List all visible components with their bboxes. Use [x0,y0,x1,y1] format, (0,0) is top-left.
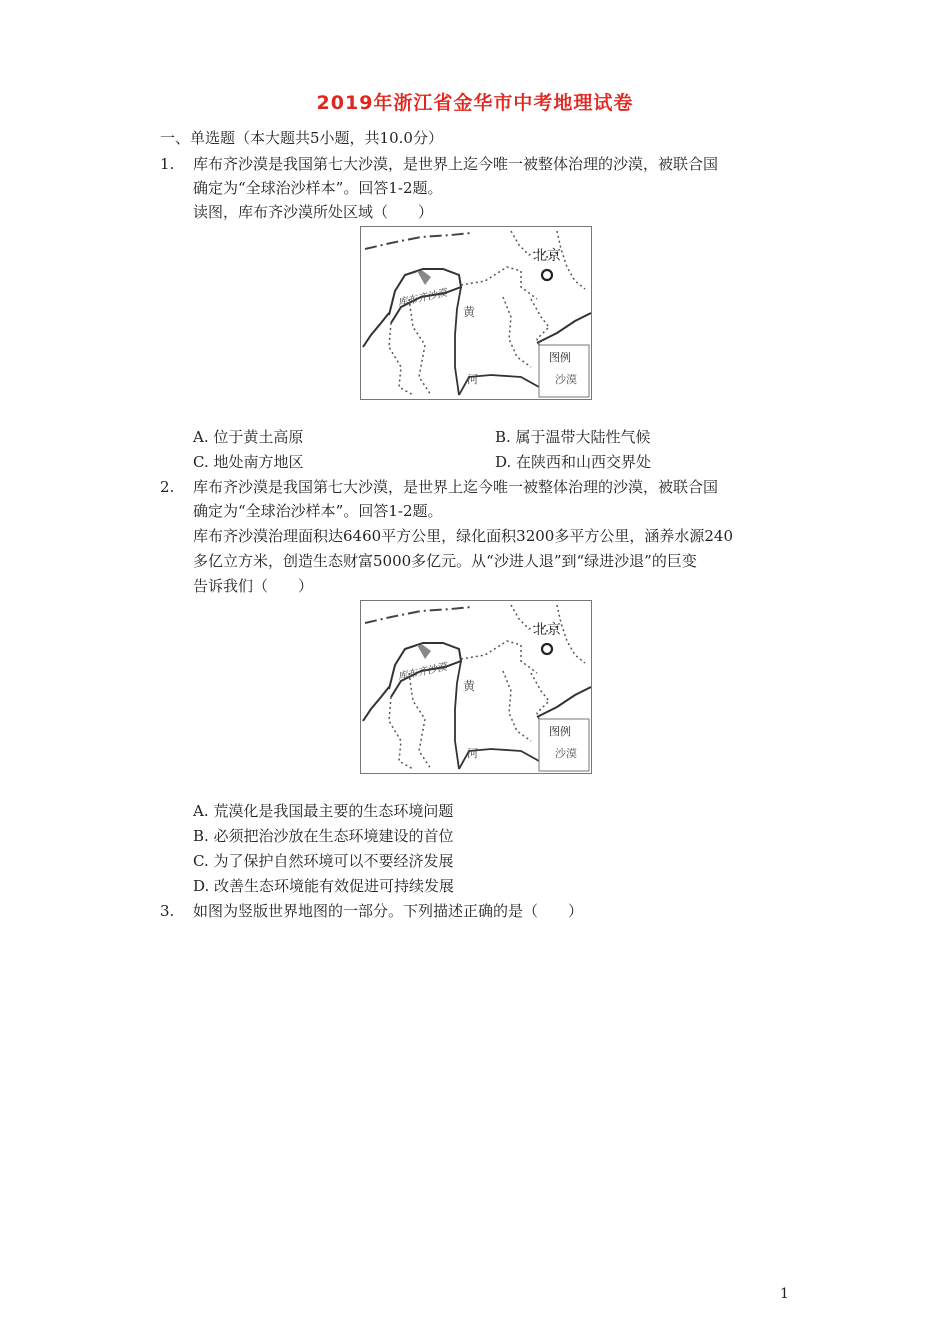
page-title: 2019年浙江省金华市中考地理试卷 [316,92,634,114]
question-2-option-d: D. 改善生态环境能有效促进可持续发展 [193,877,455,895]
question-2-option-b: B. 必须把治沙放在生态环境建设的首位 [193,827,454,845]
question-2-line-1: 库布齐沙漠是我国第七大沙漠，是世界上迄今唯一被整体治理的沙漠，被联合国 [193,478,719,496]
question-1-option-d: D. 在陕西和山西交界处 [495,453,652,471]
question-1-option-b: B. 属于温带大陆性气候 [495,428,651,446]
question-1-line-2: 确定为“全球治沙样本”。回答1-2题。 [193,179,443,197]
map-figure-2 [360,600,592,774]
map-river-label-2: 河 [467,747,478,760]
question-2-line-5: 告诉我们（ ） [193,577,314,595]
question-1-line-1: 库布齐沙漠是我国第七大沙漠，是世界上迄今唯一被整体治理的沙漠，被联合国 [193,155,719,173]
map-legend-item: 沙漠 [555,747,577,760]
question-2-option-c: C. 为了保护自然环境可以不要经济发展 [193,852,454,870]
map-river-label-1: 黄 [463,679,476,693]
question-1-option-c: C. 地处南方地区 [193,453,304,471]
question-1-number: 1. [160,155,175,173]
question-3-line-1: 如图为竖版世界地图的一部分。下列描述正确的是（ ） [193,902,584,920]
question-2-number: 2. [160,478,175,496]
map-legend-title: 图例 [549,725,571,738]
map-figure-1 [360,226,592,400]
page-number: 1 [780,1286,789,1302]
question-2-option-a: A. 荒漠化是我国最主要的生态环境问题 [193,802,454,820]
map-city-label: 北京 [533,622,561,638]
question-2-line-3: 库布齐沙漠治理面积达6460平方公里，绿化面积3200多平方公里，涵养水源240 [193,527,733,545]
map-legend-title: 图例 [549,351,571,364]
question-1-line-3: 读图，库布齐沙漠所处区域（ ） [193,203,434,221]
question-1-option-a: A. 位于黄土高原 [193,428,304,446]
question-2-line-2: 确定为“全球治沙样本”。回答1-2题。 [193,502,443,520]
map-river-label-2: 河 [467,373,478,386]
map-river-label-1: 黄 [463,305,476,319]
section-heading: 一、单选题（本大题共5小题，共10.0分） [160,129,443,147]
map-desert-label: 库布齐沙漠 [396,287,449,310]
question-2-line-4: 多亿立方米，创造生态财富5000多亿元。从“沙进人退”到“绿进沙退”的巨变 [193,552,697,570]
map-legend-item: 沙漠 [555,373,577,386]
map-desert-label: 库布齐沙漠 [396,661,449,684]
question-3-number: 3. [160,902,175,920]
map-city-label: 北京 [533,248,561,264]
